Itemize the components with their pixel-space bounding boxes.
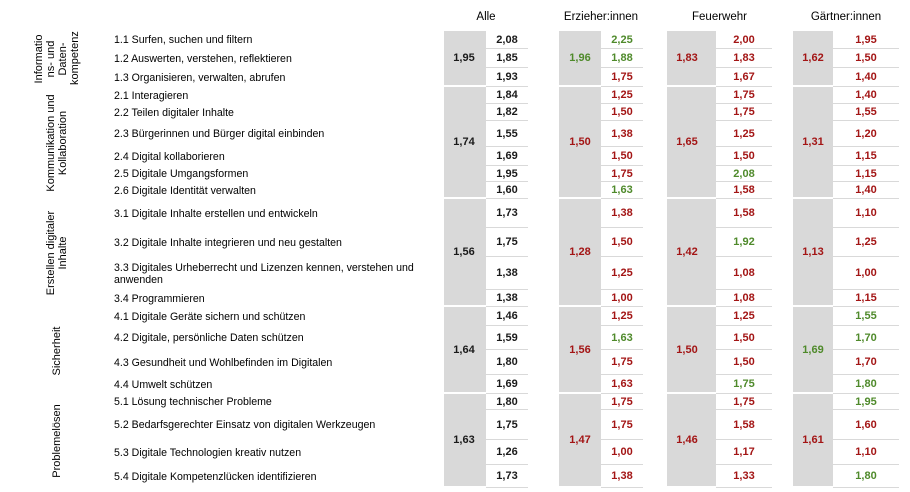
- group-label-text: Problemelösen: [51, 404, 63, 478]
- column-header: Alle: [476, 11, 496, 23]
- group-label: [18, 199, 96, 307]
- item-value: 1,58: [716, 199, 772, 228]
- item-value: 1,95: [486, 166, 528, 182]
- item-label: 4.4 Umwelt schützen: [114, 378, 213, 391]
- item-value: 1,75: [716, 104, 772, 121]
- item-value: 1,38: [601, 465, 643, 488]
- column-header: Erzieher:innen: [563, 11, 639, 23]
- group-average-value: 1,56: [453, 246, 475, 258]
- column-header: Feuerwehr: [692, 11, 747, 23]
- item-label: 2.1 Interagieren: [114, 89, 189, 102]
- item-value: 1,63: [601, 375, 643, 394]
- item-value: 1,20: [833, 121, 899, 147]
- item-value: 1,40: [833, 87, 899, 104]
- item-value: 1,80: [486, 350, 528, 375]
- item-label: 1.1 Surfen, suchen und filtern: [114, 34, 253, 46]
- item-value: 1,80: [486, 394, 528, 410]
- item-value: 1,59: [486, 326, 528, 350]
- item-value: 1,00: [833, 257, 899, 290]
- item-label: 3.4 Programmieren: [114, 292, 205, 305]
- item-value: 1,50: [716, 326, 772, 350]
- item-value: 1,50: [601, 228, 643, 257]
- group-label-text: Informatio ns- und Daten- kompetenz: [33, 31, 81, 85]
- item-value: 1,15: [833, 290, 899, 307]
- item-label: 2.6 Digitale Identität verwalten: [114, 184, 256, 197]
- item-label: 3.2 Digitale Inhalte integrieren und neu gestalten: [114, 236, 342, 249]
- item-label: 3.3 Digitales Urheberrecht und Lizenzen kennen, verstehen und anwenden: [114, 261, 414, 286]
- item-value: 1,60: [833, 410, 899, 440]
- item-value: 1,88: [601, 49, 643, 68]
- item-value: 1,63: [601, 326, 643, 350]
- item-value: 1,25: [833, 228, 899, 257]
- item-value: 1,15: [833, 147, 899, 166]
- group-average-value: 1,46: [676, 434, 698, 446]
- item-value: 1,00: [601, 290, 643, 307]
- item-value: 1,95: [833, 394, 899, 410]
- item-value: 1,75: [716, 375, 772, 394]
- item-value: 1,17: [716, 440, 772, 465]
- item-label: 5.2 Bedarfsgerechter Einsatz von digitalen Werkzeugen: [114, 419, 376, 431]
- item-label: 1.2 Auswerten, verstehen, reflektieren: [114, 52, 292, 65]
- group-label-text: Erstellen digitaler Inhalte: [45, 210, 69, 296]
- item-value: 1,10: [833, 440, 899, 465]
- item-value: 1,50: [601, 104, 643, 121]
- item-label: 5.3 Digitale Technologien kreativ nutzen: [114, 446, 302, 459]
- group-average-value: 1,95: [453, 52, 475, 64]
- item-value: 1,75: [486, 228, 528, 257]
- item-label: 4.2 Digitale, persönliche Daten schützen: [114, 332, 304, 344]
- item-value: 1,38: [601, 199, 643, 228]
- group-average-value: 1,50: [676, 343, 698, 356]
- item-value: 1,25: [601, 87, 643, 104]
- item-value: 1,75: [601, 394, 643, 410]
- item-value: 1,25: [716, 307, 772, 326]
- item-value: 2,08: [716, 166, 772, 182]
- group-average-value: 1,96: [569, 52, 591, 64]
- group-average-value: 1,83: [676, 52, 698, 64]
- group-average-value: 1,64: [453, 343, 475, 356]
- item-value: 1,10: [833, 199, 899, 228]
- item-value: 1,95: [833, 31, 899, 49]
- item-label: 3.1 Digitale Inhalte erstellen und entwickeln: [114, 207, 318, 220]
- item-value: 1,93: [486, 68, 528, 87]
- item-value: 1,67: [716, 68, 772, 87]
- item-value: 1,82: [486, 104, 528, 121]
- item-value: 2,08: [486, 31, 528, 49]
- item-value: 1,58: [716, 182, 772, 199]
- item-value: 1,50: [601, 147, 643, 166]
- item-label: 2.5 Digitale Umgangsformen: [114, 168, 249, 180]
- item-value: 1,38: [486, 290, 528, 307]
- group-average-value: 1,63: [453, 434, 475, 446]
- item-value: 1,38: [601, 121, 643, 147]
- group-average-value: 1,47: [569, 434, 591, 446]
- group-average-value: 1,74: [453, 136, 475, 148]
- item-value: 1,33: [716, 465, 772, 488]
- item-value: 1,69: [486, 375, 528, 394]
- group-average-value: 1,61: [802, 434, 824, 446]
- group-average-value: 1,50: [569, 136, 591, 148]
- group-average-value: 1,28: [569, 246, 591, 258]
- item-label: 4.3 Gesundheit und Wohlbefinden im Digitalen: [114, 356, 333, 369]
- item-value: 1,70: [833, 326, 899, 350]
- item-value: 1,58: [716, 410, 772, 440]
- item-value: 1,08: [716, 257, 772, 290]
- item-value: 1,92: [716, 228, 772, 257]
- item-value: 1,38: [486, 257, 528, 290]
- item-value: 1,55: [833, 104, 899, 121]
- item-value: 1,73: [486, 465, 528, 488]
- group-label: [18, 394, 96, 488]
- item-value: 1,83: [716, 49, 772, 68]
- item-label: 5.4 Digitale Kompetenzlücken identifizieren: [114, 470, 317, 483]
- item-value: 1,70: [833, 350, 899, 375]
- item-value: 1,25: [601, 307, 643, 326]
- group-label: [18, 87, 96, 199]
- item-value: 1,75: [486, 410, 528, 440]
- group-label-text: Kommunikation und Kollaboration: [45, 94, 69, 192]
- item-value: 1,40: [833, 68, 899, 87]
- item-value: 2,00: [716, 31, 772, 49]
- item-value: 1,75: [601, 166, 643, 182]
- item-value: 1,75: [601, 350, 643, 375]
- item-value: 1,75: [716, 394, 772, 410]
- item-value: 1,84: [486, 87, 528, 104]
- item-label: 4.1 Digitale Geräte sichern und schützen: [114, 310, 306, 323]
- item-value: 1,63: [601, 182, 643, 199]
- item-label: 2.2 Teilen digitaler Inhalte: [114, 106, 234, 119]
- group-average-value: 1,69: [802, 343, 824, 356]
- item-value: 1,73: [486, 199, 528, 228]
- item-value: 1,55: [833, 307, 899, 326]
- item-value: 1,46: [486, 307, 528, 326]
- item-value: 2,25: [601, 31, 643, 49]
- item-value: 1,55: [486, 121, 528, 147]
- item-value: 1,15: [833, 166, 899, 182]
- item-value: 1,85: [486, 49, 528, 68]
- item-value: 1,75: [601, 68, 643, 87]
- item-value: 1,40: [833, 182, 899, 199]
- item-label: 5.1 Lösung technischer Probleme: [114, 396, 272, 408]
- item-value: 1,69: [486, 147, 528, 166]
- item-value: 1,25: [716, 121, 772, 147]
- group-average-value: 1,62: [802, 52, 824, 64]
- group-average-value: 1,65: [676, 136, 698, 148]
- item-label: 1.3 Organisieren, verwalten, abrufen: [114, 71, 286, 84]
- item-value: 1,50: [716, 350, 772, 375]
- item-value: 1,75: [716, 87, 772, 104]
- group-average-value: 1,56: [569, 343, 591, 356]
- item-value: 1,26: [486, 440, 528, 465]
- item-value: 1,50: [833, 49, 899, 68]
- item-value: 1,80: [833, 375, 899, 394]
- item-value: 1,08: [716, 290, 772, 307]
- group-label: [18, 307, 96, 394]
- item-value: 1,25: [601, 257, 643, 290]
- group-average-value: 1,13: [802, 246, 824, 258]
- group-label: [18, 31, 96, 87]
- item-value: 1,00: [601, 440, 643, 465]
- item-value: 1,60: [486, 182, 528, 199]
- group-average-value: 1,42: [676, 246, 698, 258]
- item-label: 2.3 Bürgerinnen und Bürger digital einbinden: [114, 128, 325, 140]
- item-value: 1,50: [716, 147, 772, 166]
- item-label: 2.4 Digital kollaborieren: [114, 150, 225, 163]
- group-label-text: Sicherheit: [51, 326, 63, 375]
- item-value: 1,80: [833, 465, 899, 488]
- column-header: Gärtner:innen: [810, 11, 882, 23]
- group-average-value: 1,31: [802, 136, 824, 148]
- item-value: 1,75: [601, 410, 643, 440]
